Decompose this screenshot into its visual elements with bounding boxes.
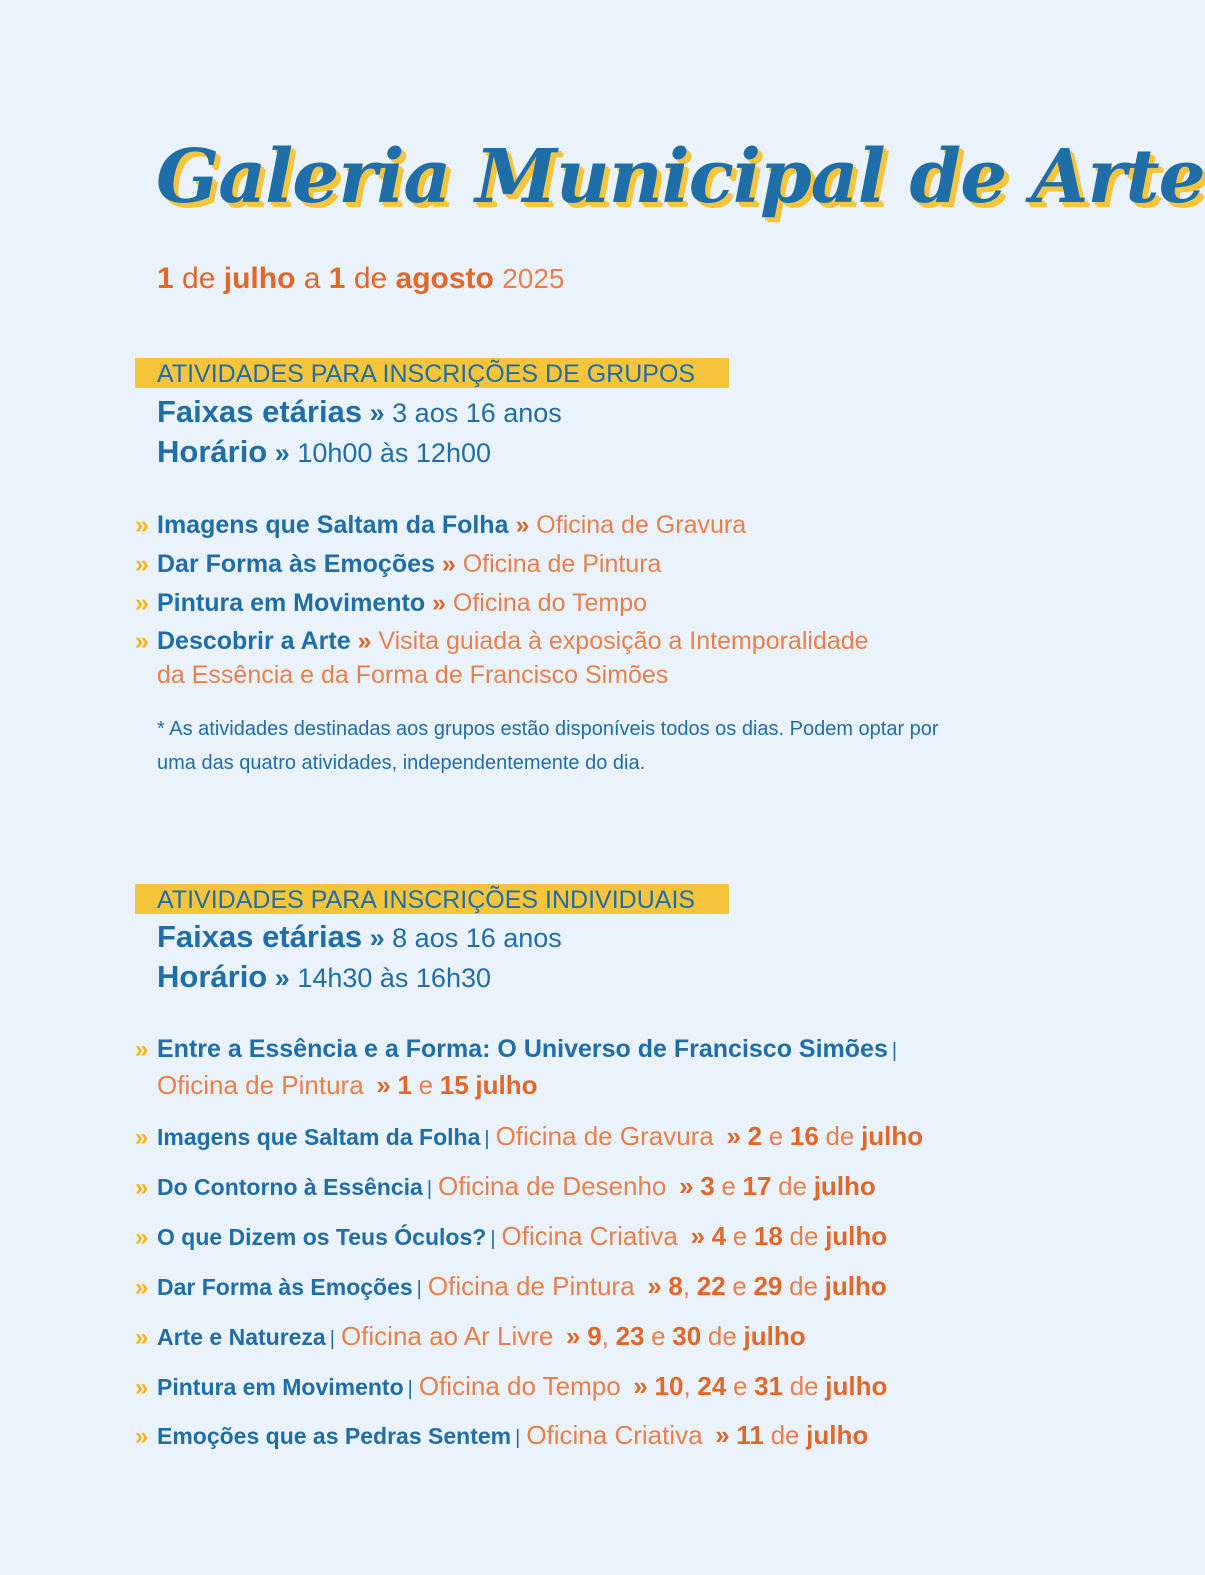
chevron-icon: » [135,1174,149,1201]
chevron-icon: » [135,1274,149,1301]
activity-name: Pintura em Movimento [157,1374,404,1400]
conjunction: de [789,1221,819,1251]
age-value: 3 aos 16 anos [392,398,562,428]
month: julho [743,1321,806,1351]
day: 18 [753,1221,783,1251]
age-label: Faixas etárias [157,394,363,429]
groups-age-range [157,394,562,430]
day: 16 [789,1121,819,1151]
separator: » [633,1371,648,1401]
day: 15 [439,1070,469,1100]
conjunction: e [768,1121,784,1151]
month: julho [861,1121,924,1151]
day: 31 [754,1371,784,1401]
chevron-icon: » [135,1036,149,1063]
list-item [135,1121,923,1152]
list-item [135,1035,903,1101]
activity-name: O que Dizem os Teus Óculos? [157,1224,487,1250]
time-label: Horário [157,434,268,469]
day: 17 [742,1171,772,1201]
conjunction: de [825,1121,855,1151]
list-item [135,1221,887,1252]
day: 10 [654,1371,684,1401]
day: 11 [736,1420,764,1450]
conjunction: e [651,1321,666,1351]
divider: | [515,1427,521,1449]
activity-name: Descobrir a Arte [157,627,351,655]
activity-name: Entre a Essência e a Forma: O Universo de Francisco Simões [157,1035,888,1063]
conjunction: e [732,1221,748,1251]
activity-type: Oficina de Pintura [462,550,662,578]
separator: » [690,1221,705,1251]
date-connector: de [182,262,216,295]
individual-banner: ATIVIDADES PARA INSCRIÇÕES INDIVIDUAIS [135,884,729,914]
day: 8 [668,1271,683,1301]
divider: | [416,1278,422,1300]
activity-type: Oficina de Pintura [427,1271,635,1301]
activity-type: Oficina de Gravura [495,1121,714,1151]
day: 1 [397,1070,412,1100]
list-item [135,1171,876,1202]
activity-name: Pintura em Movimento [157,589,426,617]
divider: | [484,1128,490,1150]
activity-name: Imagens que Saltam da Folha [157,511,509,539]
list-item [135,550,935,579]
activity-type: Visita guiada à exposição a Intemporalidade [378,627,869,655]
activity-type: Oficina do Tempo [452,589,647,617]
time-value: 10h00 às 12h00 [297,438,491,468]
separator: » [647,1271,662,1301]
month: julho [825,1221,888,1251]
conjunction: e [732,1371,748,1401]
activity-type: Oficina de Gravura [536,511,747,539]
activity-name: Emoções que as Pedras Sentem [157,1423,512,1449]
individual-schedule [157,959,491,995]
conjunction: de [789,1271,818,1301]
activity-type: Oficina Criativa [526,1420,703,1450]
date-range [157,262,565,296]
list-item [135,589,935,618]
start-month: julho [223,262,296,295]
comma: , [682,1271,691,1301]
separator: » [357,627,372,655]
separator: » [515,511,530,539]
separator: » [679,1171,694,1201]
individual-age-range [157,919,562,955]
divider: | [490,1228,496,1250]
conjunction: de [707,1321,737,1351]
activity-type: Oficina de Pintura [157,1070,364,1100]
conjunction: e [721,1171,736,1201]
conjunction: e [732,1271,747,1301]
list-item [135,627,935,690]
month: julho [806,1420,869,1450]
page-title: Galeria Municipal de Arte [156,134,1205,220]
year: 2025 [502,263,565,294]
date-connector: a [303,262,321,295]
groups-note: * As atividades destinadas aos grupos estão disponíveis todos os dias. Podem optar por uma das quatro atividades, independentemente do dia. [157,718,939,774]
day: 3 [700,1171,715,1201]
conjunction: de [770,1420,800,1450]
chevron-icon: » [135,1124,149,1151]
list-item [135,1271,887,1302]
separator: » [441,550,456,578]
chevron-icon: » [135,511,149,539]
day: 30 [672,1321,702,1351]
chevron-icon: » [135,1324,149,1351]
separator: » [274,438,290,468]
day: 23 [615,1321,645,1351]
chevron-icon: » [135,550,149,578]
end-month: agosto [395,262,494,295]
activity-name: Arte e Natureza [157,1324,326,1350]
age-value: 8 aos 16 anos [392,923,562,953]
end-day: 1 [328,262,346,295]
separator: » [566,1321,581,1351]
day: 4 [711,1221,727,1251]
conjunction: e [418,1070,434,1100]
divider: | [891,1040,898,1062]
list-item [135,511,935,540]
separator: » [274,963,290,993]
activity-name: Do Contorno à Essência [157,1174,423,1200]
date-connector: de [353,262,388,295]
month: julho [475,1070,538,1100]
activity-type-continued: da Essência e da Forma de Francisco Simões [157,661,669,689]
chevron-icon: » [135,627,149,655]
conjunction: de [778,1171,808,1201]
time-value: 14h30 às 16h30 [297,963,491,993]
list-item [135,1321,806,1352]
activity-type: Oficina ao Ar Livre [340,1321,554,1351]
divider: | [329,1328,335,1350]
separator: » [369,398,385,428]
chevron-icon: » [135,1224,149,1251]
day: 9 [587,1321,602,1351]
list-item [135,1371,887,1402]
time-label: Horário [157,959,268,994]
activity-type: Oficina de Desenho [438,1171,667,1201]
separator: » [376,1070,391,1100]
start-day: 1 [157,262,174,295]
age-label: Faixas etárias [157,919,363,954]
separator: » [432,589,446,617]
day: 24 [697,1371,727,1401]
day: 2 [747,1121,763,1151]
conjunction: de [789,1371,819,1401]
divider: | [426,1178,433,1200]
activity-name: Dar Forma às Emoções [157,1274,413,1300]
activity-name: Dar Forma às Emoções [157,550,435,578]
chevron-icon: » [135,1423,149,1450]
month: julho [824,1271,887,1301]
chevron-icon: » [135,589,149,617]
list-item [135,1420,868,1451]
comma: , [601,1321,609,1351]
day: 22 [696,1271,726,1301]
groups-banner: ATIVIDADES PARA INSCRIÇÕES DE GRUPOS [135,358,729,388]
separator: » [369,923,385,953]
activity-type: Oficina do Tempo [418,1371,621,1401]
day: 29 [753,1271,783,1301]
separator: » [715,1420,730,1450]
groups-schedule [157,434,491,470]
month: julho [813,1171,876,1201]
month: julho [825,1371,888,1401]
activity-name: Imagens que Saltam da Folha [157,1124,481,1150]
chevron-icon: » [135,1374,149,1401]
comma: , [683,1371,691,1401]
activity-type: Oficina Criativa [501,1221,678,1251]
divider: | [407,1378,413,1400]
separator: » [726,1121,741,1151]
